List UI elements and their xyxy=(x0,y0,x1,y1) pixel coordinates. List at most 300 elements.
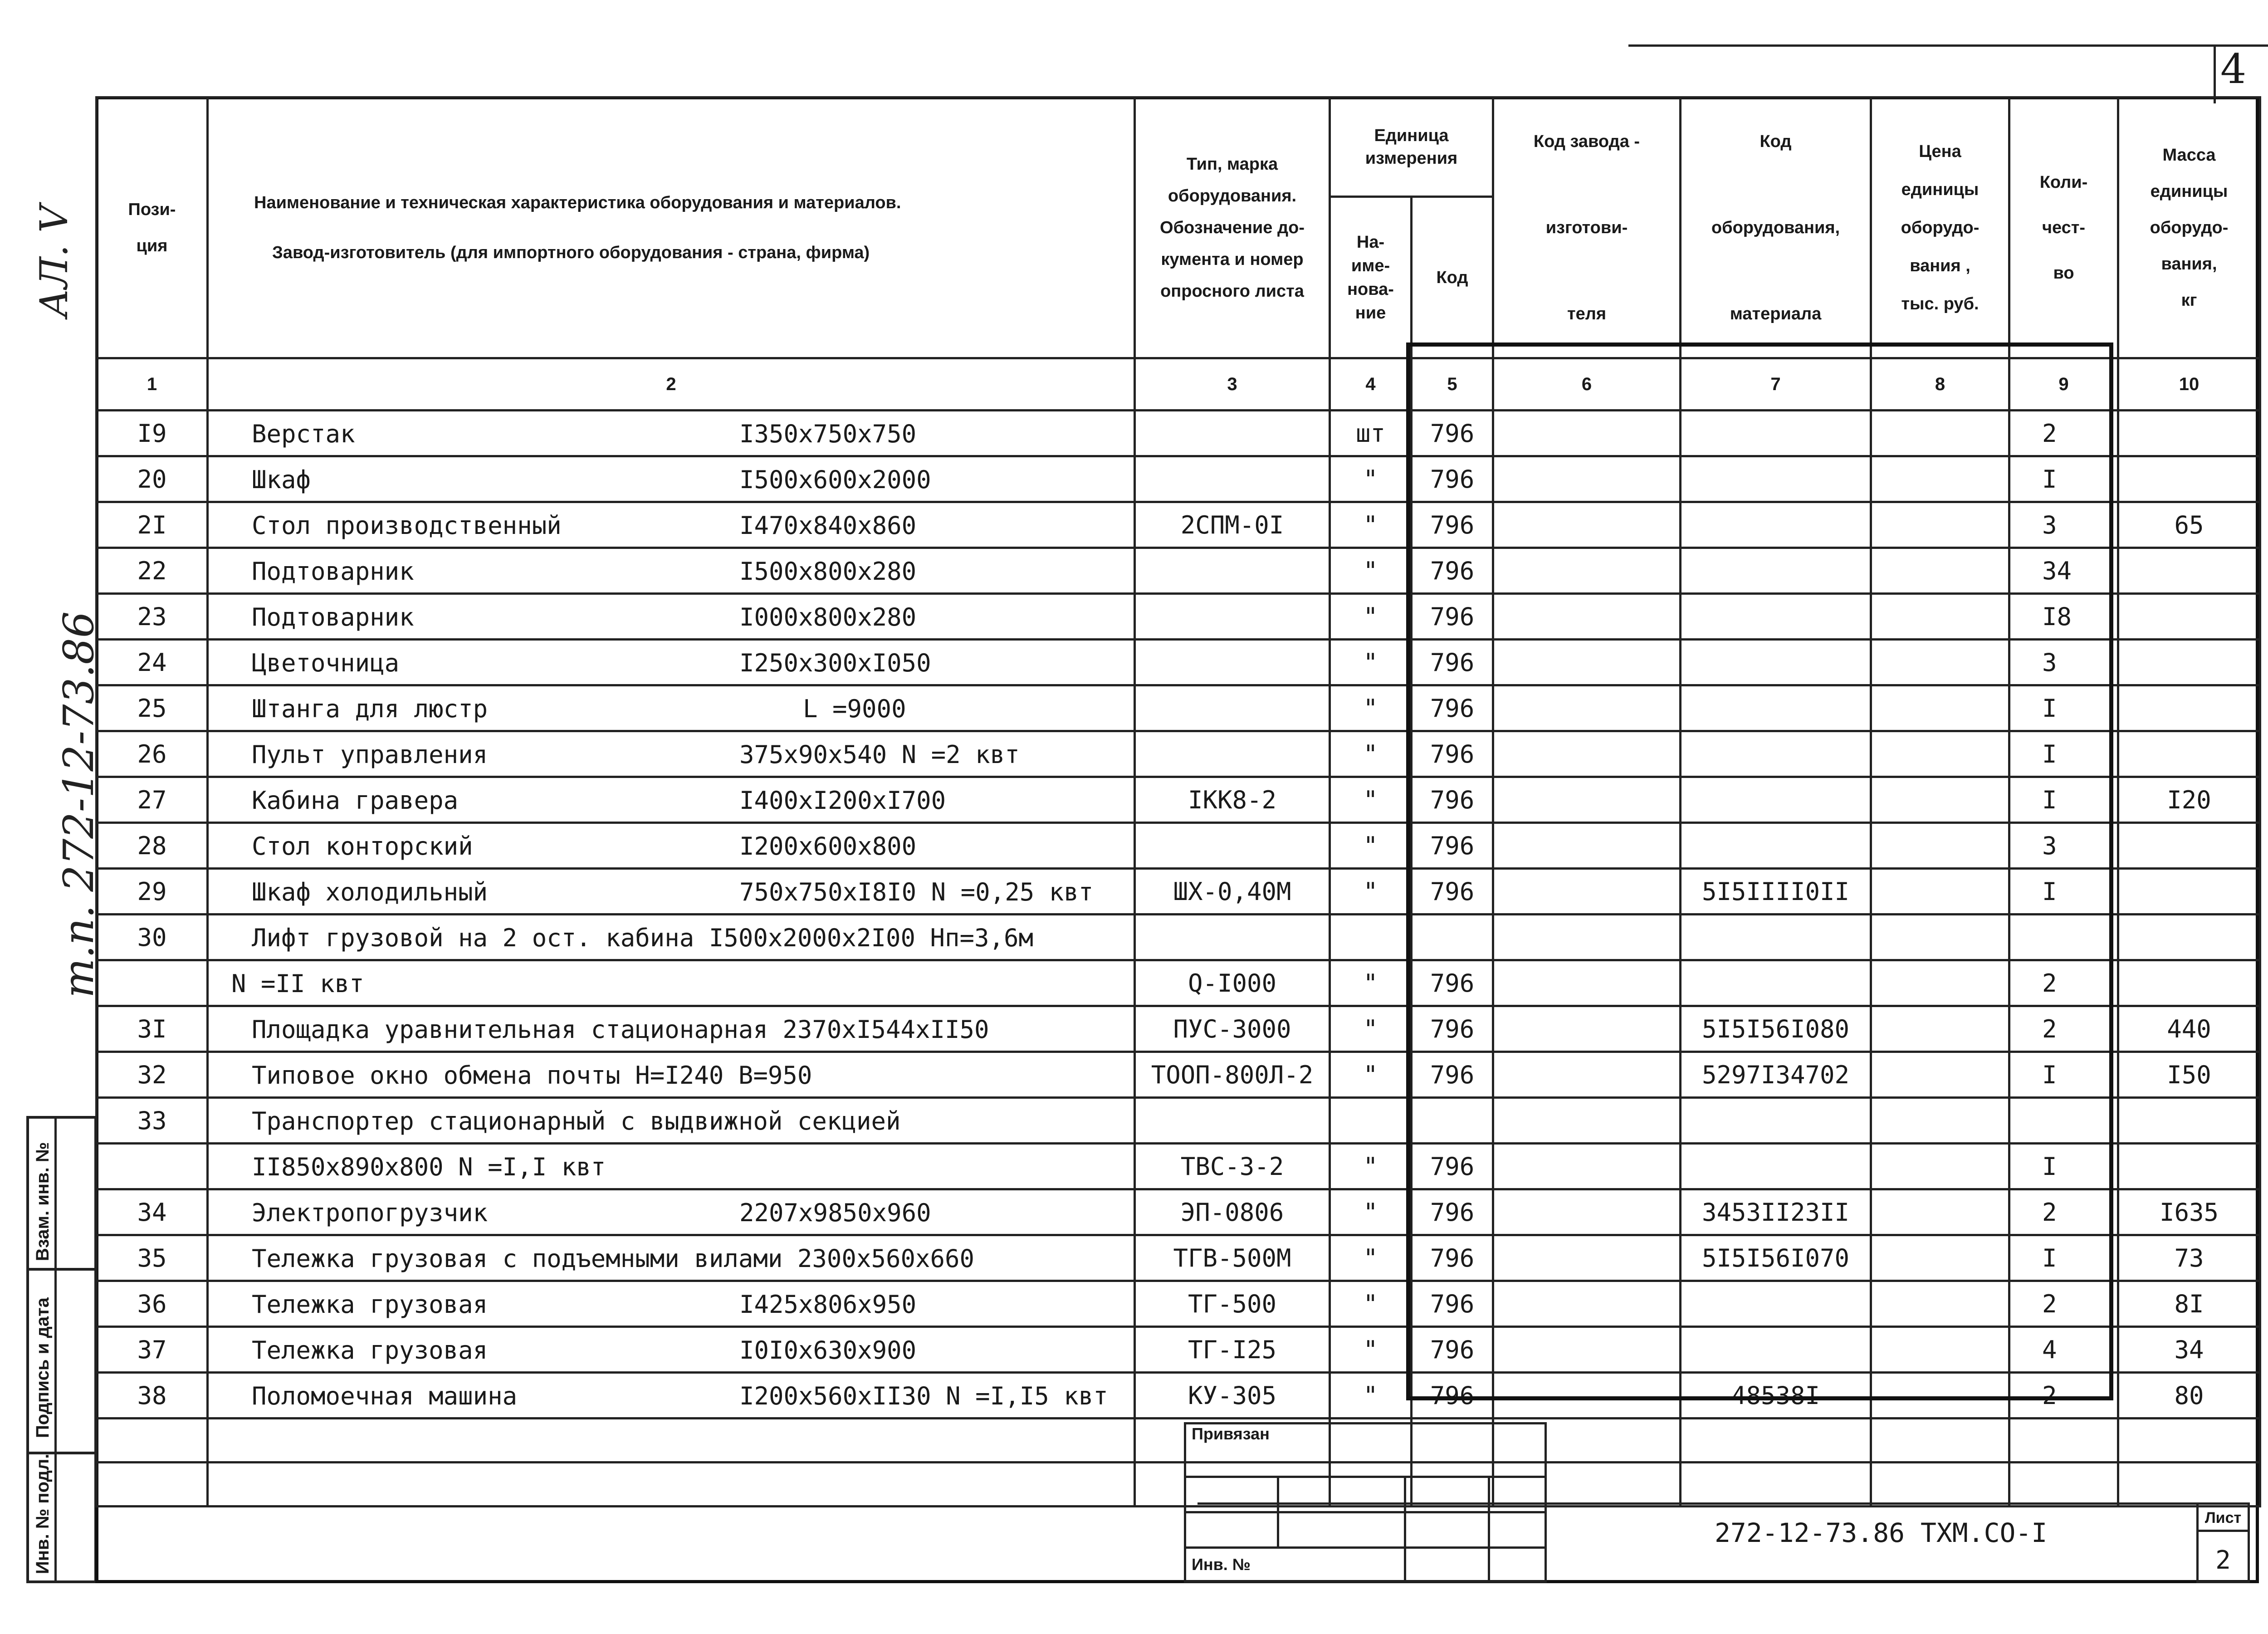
unit-code-cell: 796 xyxy=(1412,1052,1493,1098)
header-name xyxy=(208,98,1135,358)
name-cell xyxy=(208,1006,1135,1052)
header-plant-code: Код завода - изготови- теля xyxy=(1493,98,1681,358)
column-number: 5 xyxy=(1412,358,1493,411)
equipment-code-cell xyxy=(1681,594,1871,640)
quantity-cell: 3 xyxy=(2009,502,2118,548)
item-name: Стол конторский xyxy=(252,832,473,861)
empty-cell xyxy=(97,1463,208,1507)
name-cell xyxy=(208,640,1135,685)
type-cell: ТГ-I25 xyxy=(1135,1327,1330,1373)
equipment-code-cell: 3453II23II xyxy=(1681,1189,1871,1235)
mass-cell: 65 xyxy=(2118,502,2260,548)
position-cell: 3I xyxy=(97,1006,208,1052)
quantity-cell: I xyxy=(2009,1235,2118,1281)
table-row xyxy=(97,823,2260,869)
name-cell xyxy=(208,411,1135,456)
table-row xyxy=(97,685,2260,731)
position-cell: 38 xyxy=(97,1373,208,1419)
quantity-cell xyxy=(2009,915,2118,960)
header-equipment-code: Код оборудования, материала xyxy=(1681,98,1871,358)
quantity-cell: I xyxy=(2009,685,2118,731)
quantity-cell: 4 xyxy=(2009,1327,2118,1373)
unit-code-cell: 796 xyxy=(1412,777,1493,823)
table-row xyxy=(97,915,2260,960)
top-border-tick xyxy=(2214,44,2216,103)
unit-cell: " xyxy=(1330,823,1412,869)
item-name: Лифт грузовой на 2 ост. кабина I500x2000x2I00 Hп=3,6м xyxy=(252,924,1034,952)
unit-cell: " xyxy=(1330,502,1412,548)
sheet-box xyxy=(2196,1502,2250,1583)
equipment-code-cell xyxy=(1681,502,1871,548)
item-spec: 2207x9850x960 xyxy=(739,1199,931,1227)
name-cell xyxy=(208,731,1135,777)
quantity-cell: 2 xyxy=(2009,1006,2118,1052)
name-cell xyxy=(208,548,1135,594)
quantity-cell: I xyxy=(2009,1144,2118,1189)
side-label-signature: Подпись и дата xyxy=(33,1297,53,1438)
unit-cell: " xyxy=(1330,731,1412,777)
unit-cell xyxy=(1330,915,1412,960)
equipment-code-cell: 5I5I56I070 xyxy=(1681,1235,1871,1281)
header-name-line2: Завод-изготовитель (для импортного оборудования - страна, фирма) xyxy=(272,243,870,262)
position-cell: 32 xyxy=(97,1052,208,1098)
price-cell xyxy=(1871,640,2009,685)
unit-cell: " xyxy=(1330,456,1412,502)
equipment-code-cell: 5I5IIII0II xyxy=(1681,869,1871,915)
column-number: 10 xyxy=(2118,358,2260,411)
unit-code-cell: 796 xyxy=(1412,1189,1493,1235)
column-number: 2 xyxy=(208,358,1135,411)
price-cell xyxy=(1871,1327,2009,1373)
mass-cell: 8I xyxy=(2118,1281,2260,1327)
unit-cell: " xyxy=(1330,640,1412,685)
quantity-cell: I8 xyxy=(2009,594,2118,640)
table-row xyxy=(97,502,2260,548)
equipment-code-cell xyxy=(1681,823,1871,869)
item-spec: I0I0x630x900 xyxy=(739,1336,917,1365)
table-row xyxy=(97,1144,2260,1189)
price-cell xyxy=(1871,869,2009,915)
item-spec: I425x806x950 xyxy=(739,1290,917,1319)
empty-cell xyxy=(2118,1419,2260,1463)
empty-row xyxy=(97,1419,2260,1463)
item-spec: I200x600x800 xyxy=(739,832,917,861)
position-cell: 20 xyxy=(97,456,208,502)
plant-code-cell xyxy=(1493,594,1681,640)
position-cell xyxy=(97,960,208,1006)
empty-cell xyxy=(2118,1463,2260,1507)
quantity-cell: I xyxy=(2009,731,2118,777)
plant-code-cell xyxy=(1493,456,1681,502)
type-cell xyxy=(1135,1098,1330,1144)
plant-code-cell xyxy=(1493,869,1681,915)
table-row xyxy=(97,1373,2260,1419)
equipment-code-cell xyxy=(1681,1327,1871,1373)
plant-code-cell xyxy=(1493,548,1681,594)
position-cell: 33 xyxy=(97,1098,208,1144)
type-cell: ТООП-800Л-2 xyxy=(1135,1052,1330,1098)
item-name: Тележка грузовая xyxy=(252,1336,488,1365)
equipment-code-cell xyxy=(1681,640,1871,685)
name-cell xyxy=(208,502,1135,548)
mass-cell xyxy=(2118,548,2260,594)
unit-code-cell: 796 xyxy=(1412,1144,1493,1189)
table-row xyxy=(97,1052,2260,1098)
quantity-cell: 2 xyxy=(2009,1281,2118,1327)
document-number: 272-12-73.86 ТХМ.СО-I xyxy=(1715,1517,2048,1548)
type-cell: ТВС-3-2 xyxy=(1135,1144,1330,1189)
header-unit-code: Код xyxy=(1412,197,1493,358)
position-cell: 28 xyxy=(97,823,208,869)
table-row xyxy=(97,1235,2260,1281)
table-row xyxy=(97,777,2260,823)
table-row xyxy=(97,869,2260,915)
unit-cell: " xyxy=(1330,1052,1412,1098)
quantity-cell: 3 xyxy=(2009,823,2118,869)
unit-cell: " xyxy=(1330,960,1412,1006)
position-cell: 25 xyxy=(97,685,208,731)
plant-code-cell xyxy=(1493,1327,1681,1373)
type-cell xyxy=(1135,731,1330,777)
header-position: Пози- ция xyxy=(97,98,208,358)
empty-row xyxy=(97,1463,2260,1507)
type-cell xyxy=(1135,640,1330,685)
price-cell xyxy=(1871,1235,2009,1281)
unit-code-cell: 796 xyxy=(1412,411,1493,456)
name-cell xyxy=(208,869,1135,915)
unit-code-cell: 796 xyxy=(1412,960,1493,1006)
mass-cell xyxy=(2118,869,2260,915)
type-cell: ПУС-3000 xyxy=(1135,1006,1330,1052)
type-cell xyxy=(1135,594,1330,640)
plant-code-cell xyxy=(1493,1189,1681,1235)
price-cell xyxy=(1871,823,2009,869)
table-row xyxy=(97,731,2260,777)
plant-code-cell xyxy=(1493,1235,1681,1281)
column-number: 6 xyxy=(1493,358,1681,411)
item-spec: I000x800x280 xyxy=(739,603,917,631)
unit-code-cell: 796 xyxy=(1412,1235,1493,1281)
unit-cell xyxy=(1330,1098,1412,1144)
plant-code-cell xyxy=(1493,1373,1681,1419)
plant-code-cell xyxy=(1493,1006,1681,1052)
column-number: 4 xyxy=(1330,358,1412,411)
equipment-code-cell xyxy=(1681,548,1871,594)
equipment-code-cell xyxy=(1681,1098,1871,1144)
side-label-replaced-inv: Взам. инв. № xyxy=(33,1142,53,1261)
price-cell xyxy=(1871,915,2009,960)
equipment-code-cell xyxy=(1681,915,1871,960)
mass-cell xyxy=(2118,640,2260,685)
table-row xyxy=(97,1189,2260,1235)
plant-code-cell xyxy=(1493,1098,1681,1144)
plant-code-cell xyxy=(1493,777,1681,823)
type-cell: КУ-305 xyxy=(1135,1373,1330,1419)
type-cell: ТГ-500 xyxy=(1135,1281,1330,1327)
unit-code-cell: 796 xyxy=(1412,640,1493,685)
quantity-cell: 2 xyxy=(2009,1373,2118,1419)
item-name: Шкаф xyxy=(252,465,311,494)
unit-code-cell: 796 xyxy=(1412,1373,1493,1419)
table-row xyxy=(97,411,2260,456)
item-name: Электропогрузчик xyxy=(252,1199,488,1227)
type-cell: ТГВ-500М xyxy=(1135,1235,1330,1281)
unit-code-cell: 796 xyxy=(1412,869,1493,915)
price-cell xyxy=(1871,685,2009,731)
price-cell xyxy=(1871,1098,2009,1144)
mass-cell: 73 xyxy=(2118,1235,2260,1281)
item-name: Поломоечная машина xyxy=(252,1382,518,1410)
position-cell: I9 xyxy=(97,411,208,456)
header-unit-group: Единица измерения xyxy=(1330,98,1493,197)
mass-cell: 80 xyxy=(2118,1373,2260,1419)
item-name: II850x890x800 N =I,I квт xyxy=(252,1153,606,1181)
price-cell xyxy=(1871,594,2009,640)
empty-cell xyxy=(1871,1419,2009,1463)
unit-cell: " xyxy=(1330,1373,1412,1419)
table-row xyxy=(97,1006,2260,1052)
mass-cell xyxy=(2118,731,2260,777)
item-name: Подтоварник xyxy=(252,557,414,586)
plant-code-cell xyxy=(1493,502,1681,548)
header-name-line1: Наименование и техническая характеристика оборудования и материалов. xyxy=(254,193,901,212)
mass-cell: I20 xyxy=(2118,777,2260,823)
item-spec: I250x300xI050 xyxy=(739,649,931,677)
empty-cell xyxy=(1681,1463,1871,1507)
item-name: N =II квт xyxy=(231,969,364,998)
header-type: Тип, марка оборудования. Обозначение до- кумента и номер опросного листа xyxy=(1135,98,1330,358)
name-cell xyxy=(208,1281,1135,1327)
item-name: Площадка уравнительная стационарная 2370xI544xII50 xyxy=(252,1015,989,1044)
item-name: Кабина гравера xyxy=(252,786,459,815)
equipment-code-cell: 5I5I56I080 xyxy=(1681,1006,1871,1052)
position-cell: 30 xyxy=(97,915,208,960)
price-cell xyxy=(1871,411,2009,456)
equipment-code-cell xyxy=(1681,685,1871,731)
column-number: 7 xyxy=(1681,358,1871,411)
item-spec: I200x560xII30 N =I,I5 квт xyxy=(739,1382,1108,1410)
type-cell xyxy=(1135,456,1330,502)
name-cell xyxy=(208,1098,1135,1144)
type-cell: ШХ-0,40М xyxy=(1135,869,1330,915)
table-row xyxy=(97,960,2260,1006)
name-cell xyxy=(208,1327,1135,1373)
position-cell: 35 xyxy=(97,1235,208,1281)
plant-code-cell xyxy=(1493,1052,1681,1098)
name-cell xyxy=(208,1235,1135,1281)
unit-cell: " xyxy=(1330,548,1412,594)
position-cell xyxy=(97,1144,208,1189)
item-name: Типовое окно обмена почты H=I240 B=950 xyxy=(252,1061,812,1090)
equipment-code-cell xyxy=(1681,1144,1871,1189)
item-spec: I470x840x860 xyxy=(739,511,917,540)
name-cell xyxy=(208,456,1135,502)
position-cell: 23 xyxy=(97,594,208,640)
header-mass: Масса единицы оборудо- вания, кг xyxy=(2118,98,2260,358)
item-name: Пульт управления xyxy=(252,740,488,769)
position-cell: 24 xyxy=(97,640,208,685)
position-cell: 26 xyxy=(97,731,208,777)
type-cell xyxy=(1135,823,1330,869)
table-row xyxy=(97,640,2260,685)
item-spec: I400xI200xI700 xyxy=(739,786,946,815)
name-cell xyxy=(208,1052,1135,1098)
equipment-code-cell: 5297I34702 xyxy=(1681,1052,1871,1098)
column-numbers-row xyxy=(97,358,2260,411)
unit-code-cell: 796 xyxy=(1412,456,1493,502)
name-cell xyxy=(208,915,1135,960)
column-number: 9 xyxy=(2009,358,2118,411)
quantity-cell: 2 xyxy=(2009,1189,2118,1235)
price-cell xyxy=(1871,502,2009,548)
name-cell xyxy=(208,777,1135,823)
side-label-inv-orig: Инв. № подл. xyxy=(33,1453,53,1574)
item-name: Штанга для люстр xyxy=(252,695,488,723)
table-row xyxy=(97,594,2260,640)
quantity-cell: 34 xyxy=(2009,548,2118,594)
position-cell: 29 xyxy=(97,869,208,915)
table-row xyxy=(97,548,2260,594)
name-cell xyxy=(208,1373,1135,1419)
price-cell xyxy=(1871,1373,2009,1419)
mass-cell xyxy=(2118,960,2260,1006)
item-spec: 750x750xI8I0 N =0,25 квт xyxy=(739,878,1094,906)
quantity-cell: 2 xyxy=(2009,960,2118,1006)
equipment-table xyxy=(95,96,2261,1507)
type-cell xyxy=(1135,548,1330,594)
type-cell xyxy=(1135,915,1330,960)
price-cell xyxy=(1871,456,2009,502)
table-row xyxy=(97,1281,2260,1327)
position-cell: 37 xyxy=(97,1327,208,1373)
unit-code-cell: 796 xyxy=(1412,502,1493,548)
item-spec: L =9000 xyxy=(803,695,906,723)
column-number: 1 xyxy=(97,358,208,411)
type-cell xyxy=(1135,685,1330,731)
price-cell xyxy=(1871,1281,2009,1327)
item-name: Верстак xyxy=(252,420,355,448)
plant-code-cell xyxy=(1493,731,1681,777)
name-cell xyxy=(208,1189,1135,1235)
empty-cell xyxy=(2009,1463,2118,1507)
column-number: 8 xyxy=(1871,358,2009,411)
unit-cell: " xyxy=(1330,1189,1412,1235)
plant-code-cell xyxy=(1493,1281,1681,1327)
item-name: Шкаф холодильный xyxy=(252,878,488,906)
plant-code-cell xyxy=(1493,915,1681,960)
price-cell xyxy=(1871,960,2009,1006)
position-cell: 34 xyxy=(97,1189,208,1235)
mass-cell xyxy=(2118,685,2260,731)
top-border-line xyxy=(1628,44,2268,47)
equipment-code-cell xyxy=(1681,411,1871,456)
price-cell xyxy=(1871,1144,2009,1189)
table-row xyxy=(97,1098,2260,1144)
unit-code-cell: 796 xyxy=(1412,548,1493,594)
table-row xyxy=(97,456,2260,502)
empty-cell xyxy=(208,1419,1135,1463)
item-spec: I350x750x750 xyxy=(739,420,917,448)
unit-code-cell: 796 xyxy=(1412,594,1493,640)
title-block-line xyxy=(1198,1502,2200,1505)
item-name: Тележка грузовая с подъемными вилами 2300x560x660 xyxy=(252,1244,975,1273)
header-quantity: Коли- чест- во xyxy=(2009,98,2118,358)
unit-cell: " xyxy=(1330,1235,1412,1281)
header-unit-name: На- име- нова- ние xyxy=(1330,197,1412,358)
quantity-cell: I xyxy=(2009,777,2118,823)
unit-code-cell: 796 xyxy=(1412,1281,1493,1327)
price-cell xyxy=(1871,1189,2009,1235)
item-name: Цветочница xyxy=(252,649,400,677)
attached-label: Привязан xyxy=(1185,1424,1546,1477)
unit-cell: " xyxy=(1330,685,1412,731)
unit-cell: " xyxy=(1330,1281,1412,1327)
quantity-cell: I xyxy=(2009,456,2118,502)
equipment-code-cell xyxy=(1681,731,1871,777)
unit-cell: " xyxy=(1330,777,1412,823)
column-number: 3 xyxy=(1135,358,1330,411)
unit-code-cell: 796 xyxy=(1412,823,1493,869)
equipment-code-cell: 48538I xyxy=(1681,1373,1871,1419)
unit-code-cell xyxy=(1412,1098,1493,1144)
inv-label: Инв. № xyxy=(1185,1548,1405,1582)
price-cell xyxy=(1871,1006,2009,1052)
empty-cell xyxy=(1681,1419,1871,1463)
price-cell xyxy=(1871,1052,2009,1098)
unit-code-cell: 796 xyxy=(1412,1327,1493,1373)
empty-cell xyxy=(1871,1463,2009,1507)
project-mark: т.п. 272-12-73.86 xyxy=(54,611,103,998)
type-cell: ЭП-0806 xyxy=(1135,1189,1330,1235)
price-cell xyxy=(1871,777,2009,823)
unit-code-cell: 796 xyxy=(1412,1006,1493,1052)
mass-cell: I50 xyxy=(2118,1052,2260,1098)
position-cell: 27 xyxy=(97,777,208,823)
type-cell: Q-I000 xyxy=(1135,960,1330,1006)
unit-cell: " xyxy=(1330,1006,1412,1052)
plant-code-cell xyxy=(1493,1144,1681,1189)
plant-code-cell xyxy=(1493,685,1681,731)
mass-cell xyxy=(2118,1098,2260,1144)
plant-code-cell xyxy=(1493,640,1681,685)
mass-cell: I635 xyxy=(2118,1189,2260,1235)
item-spec: 375x90x540 N =2 квт xyxy=(739,740,1020,769)
unit-code-cell xyxy=(1412,915,1493,960)
name-cell xyxy=(208,960,1135,1006)
mass-cell xyxy=(2118,594,2260,640)
mass-cell xyxy=(2118,1144,2260,1189)
item-name: Транспортер стационарный с выдвижной секцией xyxy=(252,1107,901,1135)
mass-cell xyxy=(2118,456,2260,502)
name-cell xyxy=(208,1144,1135,1189)
mass-cell xyxy=(2118,823,2260,869)
sheet-mark: 4 xyxy=(2220,45,2247,93)
unit-cell: " xyxy=(1330,1144,1412,1189)
item-spec: I500x800x280 xyxy=(739,557,917,586)
quantity-cell xyxy=(2009,1098,2118,1144)
equipment-code-cell xyxy=(1681,960,1871,1006)
equipment-code-cell xyxy=(1681,1281,1871,1327)
type-cell xyxy=(1135,411,1330,456)
quantity-cell: I xyxy=(2009,869,2118,915)
plant-code-cell xyxy=(1493,823,1681,869)
price-cell xyxy=(1871,731,2009,777)
mass-cell xyxy=(2118,411,2260,456)
quantity-cell: I xyxy=(2009,1052,2118,1098)
name-cell xyxy=(208,685,1135,731)
unit-cell: " xyxy=(1330,594,1412,640)
name-cell xyxy=(208,594,1135,640)
